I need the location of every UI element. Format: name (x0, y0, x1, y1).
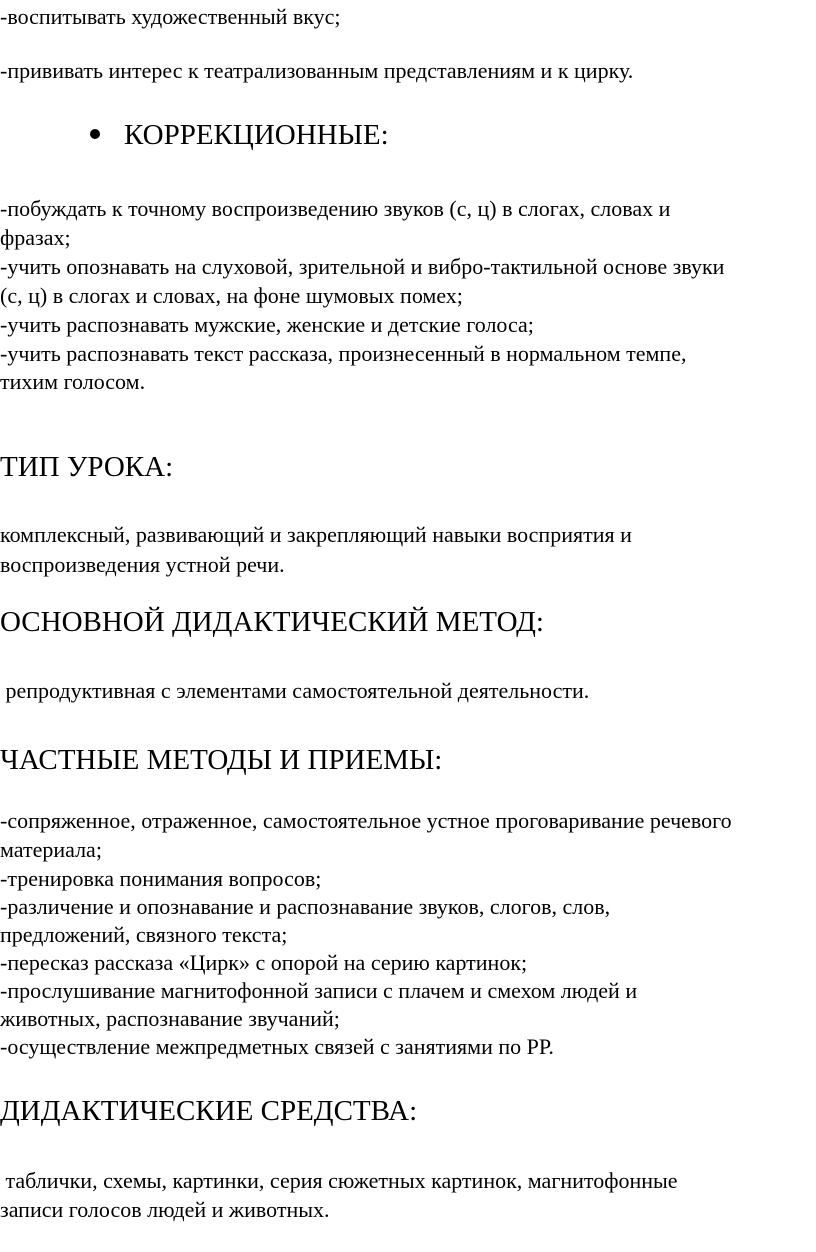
bullet-icon (90, 129, 100, 139)
intro-line-1: -воспитывать художественный вкус; (0, 4, 341, 29)
main-method-line-1: репродуктивная с элементами самостоятельной деятельности. (0, 678, 590, 703)
intro-line-2: -прививать интерес к театрализованным представлениям и к цирку. (0, 58, 634, 83)
lesson-type-heading: ТИП УРОКА: (0, 451, 174, 483)
methods-line-7: -прослушивание магнитофонной записи с плачем и смехом людей и (0, 978, 638, 1003)
tools-heading: ДИДАКТИЧЕСКИЕ СРЕДСТВА: (0, 1095, 418, 1127)
tools-line-1: таблички, схемы, картинки, серия сюжетных картинок, магнитофонные (0, 1168, 678, 1193)
methods-line-6: -пересказ рассказа «Цирк» с опорой на серию картинок; (0, 950, 528, 975)
correction-line-5: -учить распознавать мужские, женские и детские голоса; (0, 312, 534, 337)
main-method-heading: ОСНОВНОЙ ДИДАКТИЧЕСКИЙ МЕТОД: (0, 606, 544, 638)
correction-line-7: тихим голосом. (0, 369, 146, 394)
methods-line-4: -различение и опознавание и распознавание звуков, слогов, слов, (0, 894, 611, 919)
correction-line-2: фразах; (0, 225, 71, 250)
correction-line-1: -побуждать к точному воспроизведению звуков (с, ц) в слогах, словах и (0, 196, 671, 221)
methods-line-8: животных, распознавание звучаний; (0, 1006, 340, 1031)
methods-line-5: предложений, связного текста; (0, 922, 288, 947)
methods-line-2: материала; (0, 837, 102, 862)
correction-heading-row (90, 117, 389, 153)
correction-line-3: -учить опознавать на слуховой, зрительной и вибро-тактильной основе звуки (0, 254, 725, 279)
methods-heading: ЧАСТНЫЕ МЕТОДЫ И ПРИЕМЫ: (0, 744, 443, 776)
tools-line-2: записи голосов людей и животных. (0, 1197, 330, 1222)
lesson-type-line-1: комплексный, развивающий и закрепляющий навыки восприятия и (0, 522, 632, 547)
methods-line-9: -осуществление межпредметных связей с занятиями по РР. (0, 1034, 554, 1059)
correction-heading: КОРРЕКЦИОННЫЕ: (124, 119, 389, 151)
correction-line-4: (с, ц) в слогах и словах, на фоне шумовых помех; (0, 283, 463, 308)
lesson-type-line-2: воспроизведения устной речи. (0, 552, 285, 577)
methods-line-3: -тренировка понимания вопросов; (0, 866, 322, 891)
methods-line-1: -сопряженное, отраженное, самостоятельное устное проговаривание речевого (0, 808, 732, 833)
correction-line-6: -учить распознавать текст рассказа, произнесенный в нормальном темпе, (0, 341, 687, 366)
